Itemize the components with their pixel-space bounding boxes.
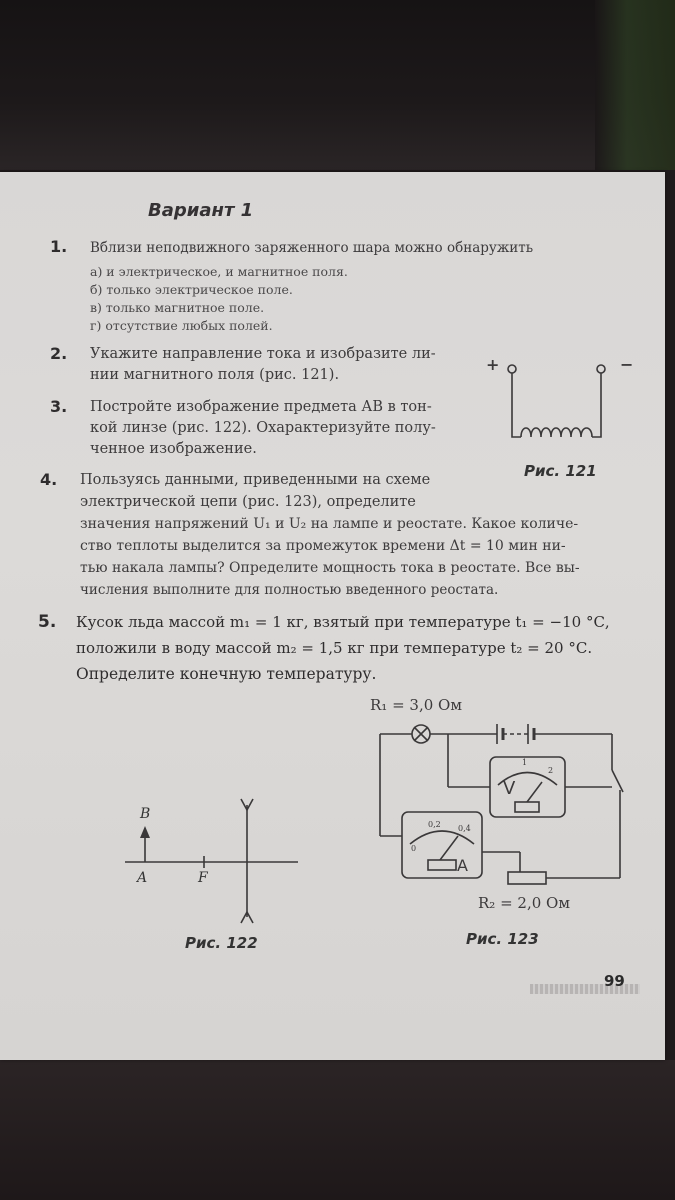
ammeter-scale-02: 0,2	[428, 820, 441, 829]
fig122-label-b: B	[140, 806, 151, 822]
background-bottom	[0, 1060, 675, 1200]
fig122-caption: Рис. 122	[185, 934, 258, 952]
question-3-line-2: кой линзе (рис. 122). Охарактеризуйте полу-	[90, 420, 436, 436]
fig122-label-f: F	[198, 870, 208, 886]
page-number: 99	[604, 972, 625, 990]
question-4-line-6: числения выполните для полностью введенного реостата.	[80, 582, 499, 598]
question-1-option-a: а) и электрическое, и магнитное поля.	[90, 264, 348, 279]
question-2-line-2: нии магнитного поля (рис. 121).	[90, 367, 340, 383]
variant-title: Вариант 1	[148, 200, 254, 221]
voltmeter-scale-2: 2	[548, 766, 554, 775]
question-1-option-b: б) только электрическое поле.	[90, 282, 293, 297]
question-5-number: 5.	[38, 612, 57, 632]
question-1-option-d: г) отсутствие любых полей.	[90, 318, 273, 333]
fig121-caption: Рис. 121	[524, 462, 597, 480]
question-3-line-3: ченное изображение.	[90, 441, 257, 457]
voltmeter-symbol: V	[503, 778, 516, 799]
question-4-line-4: ство теплоты выделится за промежуток времени Δt = 10 мин ни-	[80, 538, 566, 554]
fig122-label-a: A	[137, 870, 148, 886]
question-1-text: Вблизи неподвижного заряженного шара можно обнаружить	[90, 240, 534, 256]
ammeter-scale-04: 0,4	[458, 824, 471, 833]
voltmeter-scale-1: 1	[522, 758, 528, 767]
question-3-number: 3.	[50, 397, 68, 416]
question-5-line-1: Кусок льда массой m₁ = 1 кг, взятый при температуре t₁ = −10 °С,	[76, 613, 610, 631]
fig123-caption: Рис. 123	[466, 930, 539, 948]
fig123-r1-label: R₁ = 3,0 Ом	[370, 696, 462, 714]
question-1-option-c: в) только магнитное поле.	[90, 300, 265, 315]
background-top	[0, 0, 675, 170]
fig121-plus-sign: +	[486, 355, 500, 374]
question-4-line-1: Пользуясь данными, приведенными на схеме	[80, 472, 431, 488]
textbook-page	[0, 172, 665, 1060]
question-4-line-5: тью накала лампы? Определите мощность тока в реостате. Все вы-	[80, 560, 580, 576]
question-4-line-2: электрической цепи (рис. 123), определите	[80, 494, 416, 510]
ammeter-scale-0: 0	[411, 844, 417, 853]
question-4-line-3: значения напряжений U₁ и U₂ на лампе и реостате. Какое количе-	[80, 516, 579, 532]
question-2-line-1: Укажите направление тока и изобразите ли-	[90, 346, 436, 362]
question-5-line-2: положили в воду массой m₂ = 1,5 кг при температуре t₂ = 20 °С.	[76, 639, 593, 657]
question-1-number: 1.	[50, 237, 68, 256]
question-3-line-1: Постройте изображение предмета АВ в тон-	[90, 399, 432, 415]
question-5-line-3: Определите конечную температуру.	[76, 665, 377, 683]
question-4-number: 4.	[40, 470, 58, 489]
fig121-minus-sign: −	[620, 355, 634, 374]
background-corner	[595, 0, 675, 170]
question-2-number: 2.	[50, 344, 68, 363]
fig123-r2-label: R₂ = 2,0 Ом	[478, 894, 570, 912]
ammeter-symbol: A	[457, 856, 468, 875]
